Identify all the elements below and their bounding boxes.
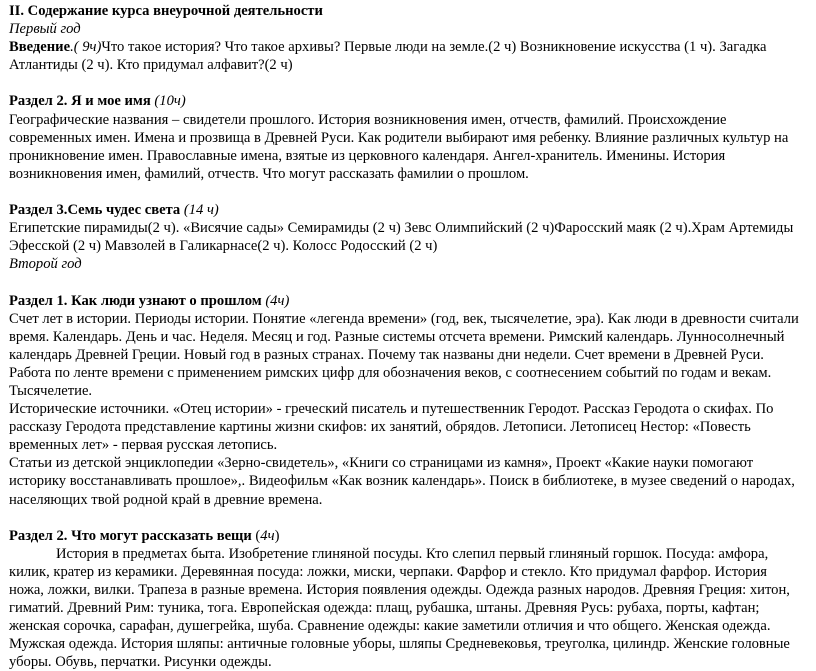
y1-section3-hours: (14 ч) [180,202,219,219]
y1-section2-text: Географические названия – свидетели прошлого. История возникновения имен, отчеств, фамилий. Происхождение современных имен. Имена и прозвища в Древней Руси. Как родители выбирают имя ребенку. Влияние различных культур на проникновение имен. Православные имена, взятые из церковного календаря. Ангел-хранитель. Именины. История возникновения имен, фамилий, отчеств. Что могут рассказать фамилии о прошлом. [9,111,789,182]
y2-section2-header [9,527,802,545]
intro-hours: .( 9ч) [70,39,102,56]
spacer [9,74,802,92]
y1-section3-title: Раздел 3.Семь чудес света [9,202,181,219]
y2-section2-text: История в предметах быта. Изобретение глиняной посуды. Кто слепил первый глиняный горшок. Посуда: амфора, килик, кратер из керамики. Деревянная посуда: ложки, миски, черпаки. Фарфор и стекло. Кто придумал фарфор. История ножа, ложки, вилки. Трапеза в разные времена. История появления одежды. Одежда разных народов. Древняя Греция: хитон, гиматий. Древний Рим: туника, тога. Европейская одежда: плащ, рубашка, штаны. Древняя Русь: рубаха, порты, кафтан; женская сорочка, сарафан, душегрейка, шуба. Сравнение одежды: какие заметили отличия и что общего. Женская одежда. Мужская одежда. История шляпы: античные головные уборы, шляпы Средневековья, треуголка, цилиндр. Женские головные уборы. Обувь, перчатки. Рисунки одежды. [9,545,790,671]
y2-section2-hours: 4ч [260,527,275,544]
year-two-label: Второй год [9,256,82,273]
year-one-label: Первый год [9,21,81,38]
y2-section1-header [9,292,802,310]
y2-section1-title: Раздел 1. Как люди узнают о прошлом [9,292,262,309]
spacer [9,273,802,291]
y2-section2-title: Раздел 2. Что могут рассказать вещи [9,527,252,544]
spacer [9,509,802,527]
y1-section3-text: Египетские пирамиды(2 ч). «Висячие сады» Семирамиды (2 ч) Зевс Олимпийский (2 ч)Фаросский маяк (2 ч).Храм Артемиды Эфесской (2 ч) Мавзолей в Галикарнасе(2 ч). Колосс Родосский (2 ч) [9,220,794,255]
section-heading: II. Содержание курса внеурочной деятельности [9,3,323,19]
y2-section1-paragraph-1: Счет лет в истории. Периоды истории. Понятие «легенда времени» (год, век, тысячелетие, эра). Как люди в древности считали время. Календарь. День и час. Неделя. Месяц и год. Разные системы отсчета времени. Римский календарь. Лунносолнечный календарь Древней Греции. Новый год в разных странах. Почему так названы дни недели. Счет времени в Древней Руси. Работа по ленте времени с применением римских цифр для обозначения веков, с соотнесением событий по годам и векам. Тысячелетие. [9,310,799,399]
y2-section1-paragraph-2: Исторические источники. «Отец истории» - греческий писатель и путешественник Геродот. Рассказ Геродота о скифах. По рассказу Геродота представление картины жизни скифов: их занятий, обрядов. Летописи. Летописец Нестор: «Повесть временных лет» - первая русская летопись. [9,401,774,454]
intro-text: Что такое история? Что такое архивы? Первые люди на земле.(2 ч) Возникновение искусства (1 ч). Загадка Атлантиды (2 ч). Кто придумал алфавит?(2 ч) [9,39,767,74]
y2-section1-paragraph-3: Статьи из детской энциклопедии «Зерно-свидетель», «Книги со страницами из камня», Проект «Какие науки помогают историку восстанавливать прошлое»,. Видеофильм «Как возник календарь». Поиск в библиотеке, в музее сведений о народах, населяющих твой родной край в древние времена. [9,455,795,508]
spacer [9,183,802,201]
y2-section2-hours-open: ( [251,527,261,544]
y1-section3-header [9,201,802,219]
y2-section2-hours-close: ) [274,527,280,544]
y1-section2-hours: (10ч) [150,93,186,110]
y1-section2-header [9,92,802,110]
intro-title: Введение [9,39,71,56]
y1-section2-title: Раздел 2. Я и мое имя [9,93,151,110]
intro-paragraph [9,38,802,74]
y2-section1-hours: (4ч) [261,292,290,309]
